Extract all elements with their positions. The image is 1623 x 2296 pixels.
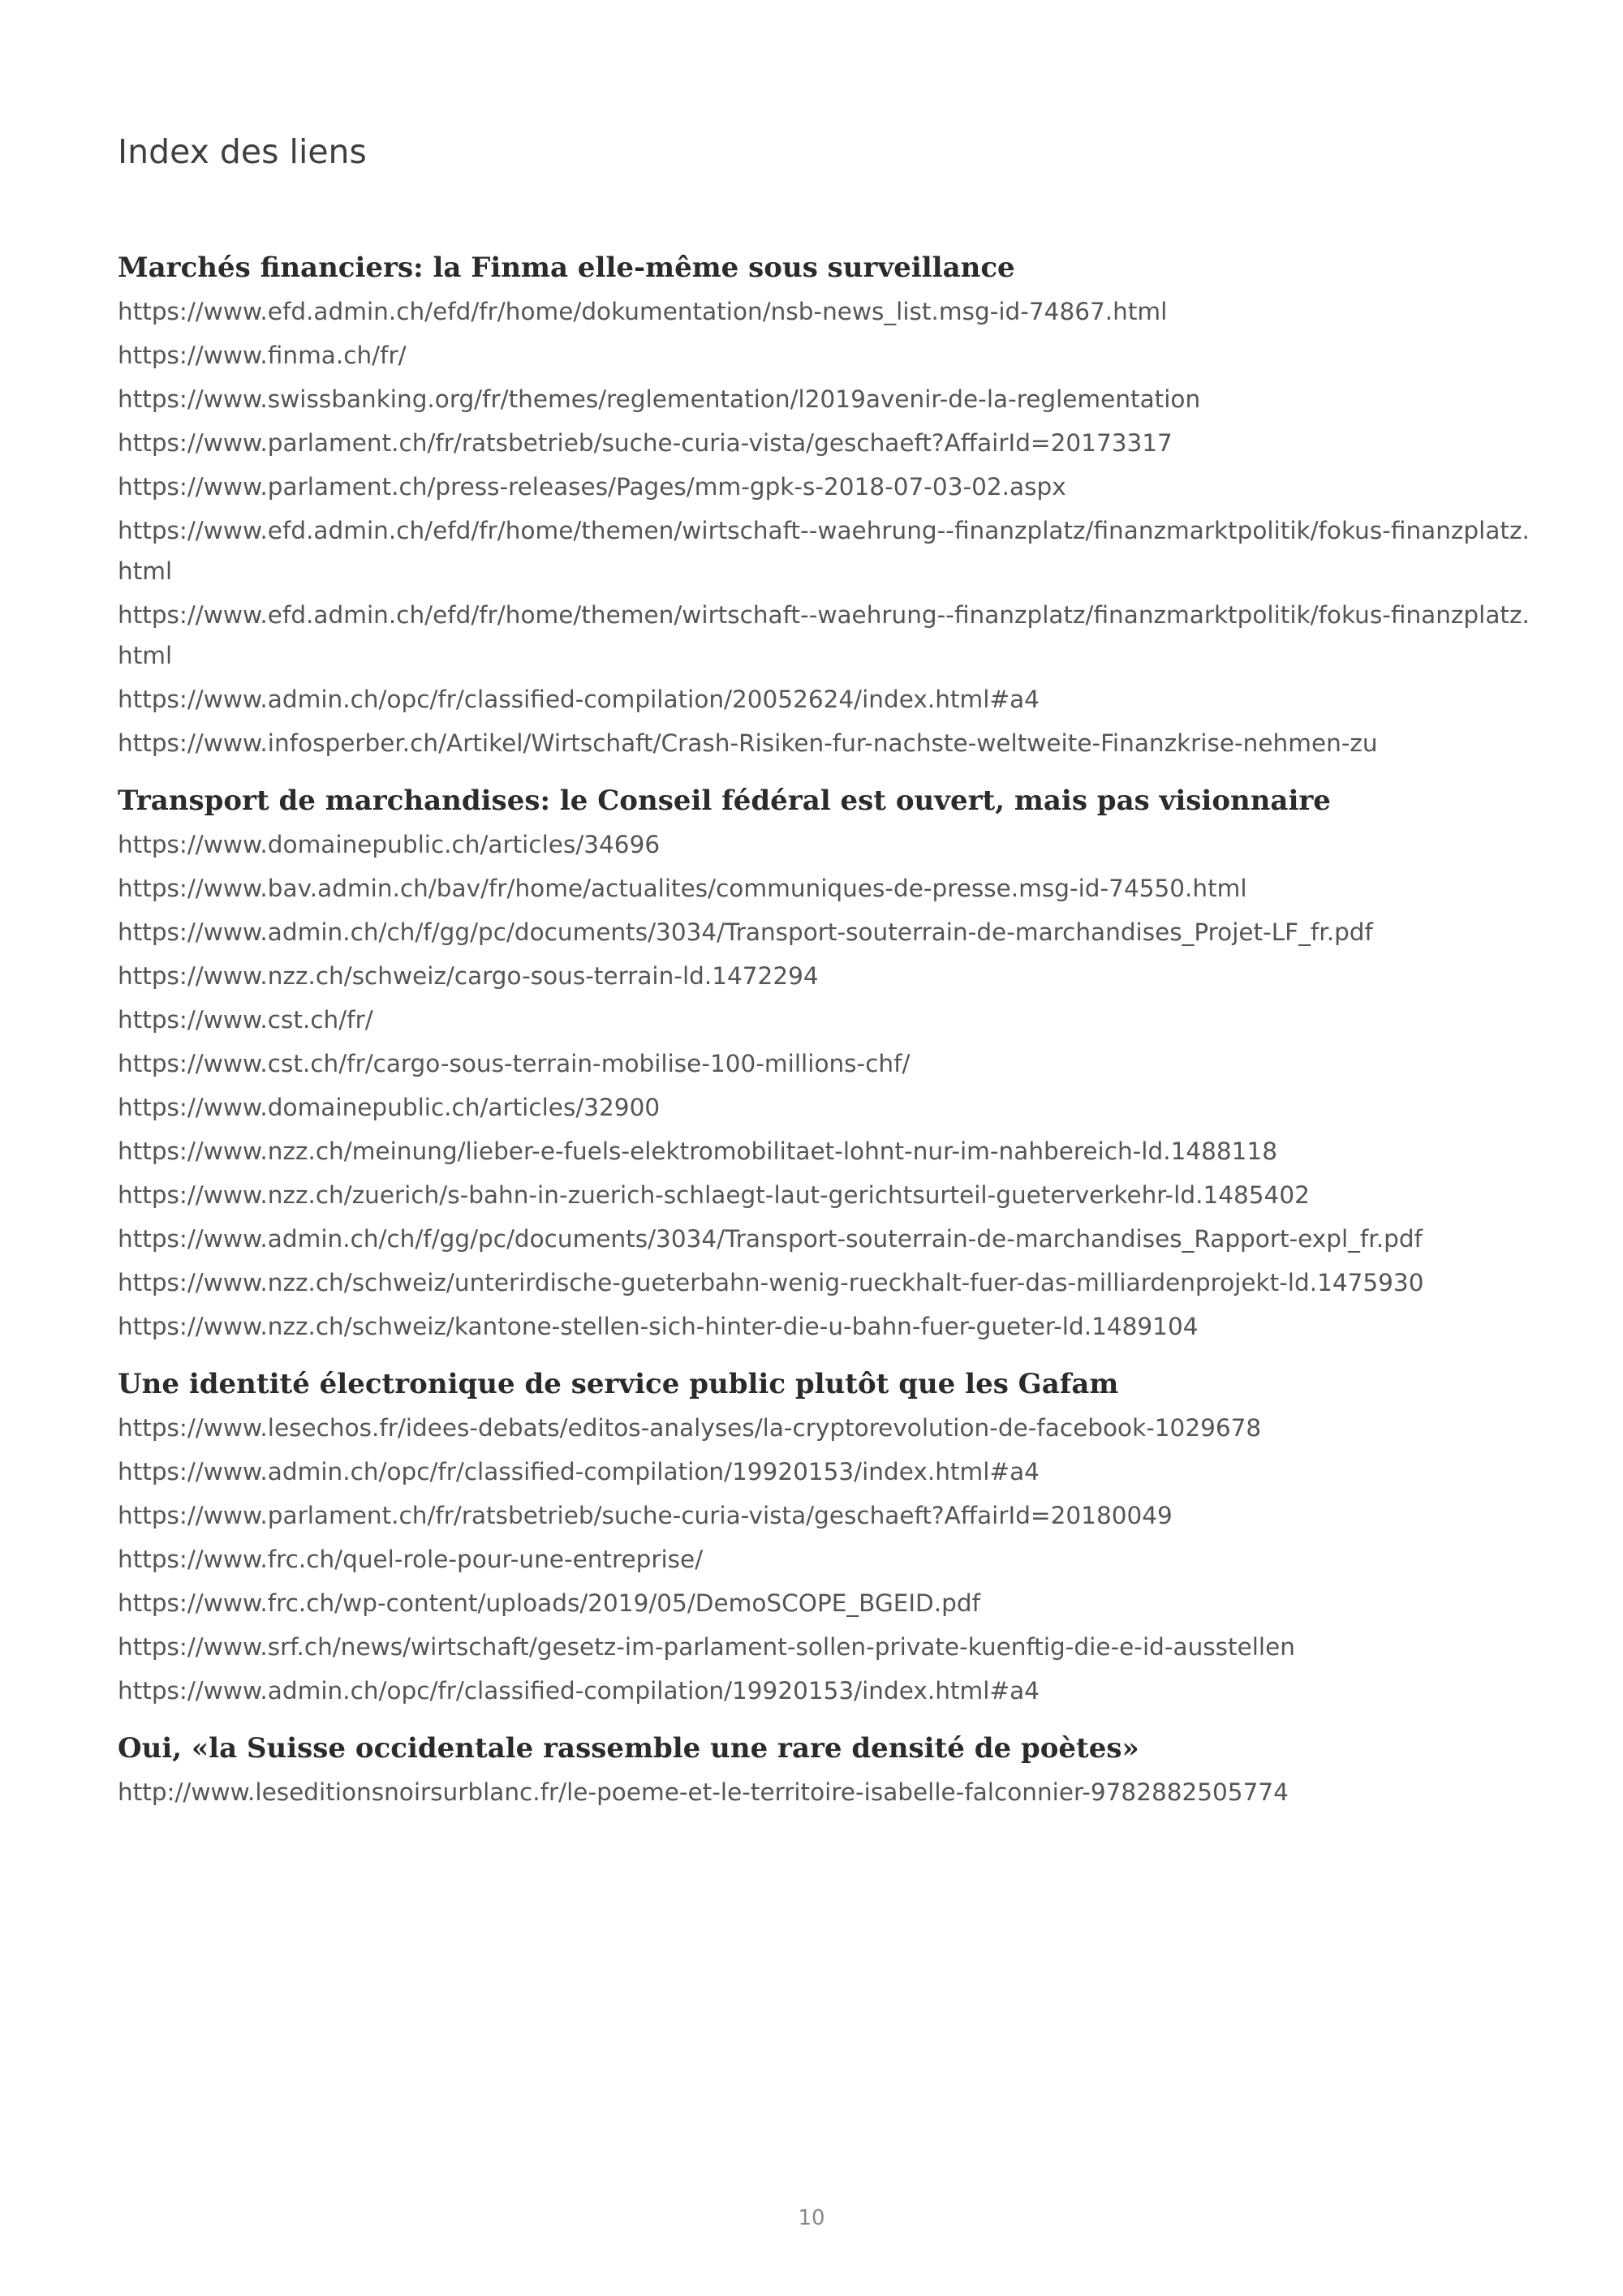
link-item[interactable]: https://www.admin.ch/opc/fr/classified-compilation/19920153/index.html#a4 <box>118 1677 1040 1705</box>
link-list <box>118 1770 1530 1814</box>
link-item[interactable]: https://www.parlament.ch/press-releases/Pages/mm-gpk-s-2018-07-03-02.aspx <box>118 473 1066 501</box>
link-item[interactable]: https://www.admin.ch/ch/f/gg/pc/documents/3034/Transport-souterrain-de-marchandises_Rapport-expl_fr.pdf <box>118 1225 1423 1253</box>
link-list <box>118 290 1530 765</box>
link-index <box>118 246 1530 1828</box>
link-item[interactable]: https://www.efd.admin.ch/efd/fr/home/dokumentation/nsb-news_list.msg-id-74867.html <box>118 298 1168 325</box>
section-heading: Transport de marchandises: le Conseil fédéral est ouvert, mais pas visionnaire <box>118 785 1331 817</box>
link-item[interactable]: https://www.bav.admin.ch/bav/fr/home/actualites/communiques-de-presse.msg-id-74550.html <box>118 875 1247 902</box>
link-item[interactable]: https://www.nzz.ch/meinung/lieber-e-fuels-elektromobilitaet-lohnt-nur-im-nahbereich-ld.1488118 <box>118 1137 1277 1165</box>
section-finma <box>118 246 1530 765</box>
link-item[interactable]: https://www.admin.ch/opc/fr/classified-compilation/20052624/index.html#a4 <box>118 686 1040 713</box>
link-item[interactable]: https://www.frc.ch/quel-role-pour-une-entreprise/ <box>118 1546 704 1573</box>
link-item[interactable]: https://www.nzz.ch/zuerich/s-bahn-in-zuerich-schlaegt-laut-gerichtsurteil-gueterverkehr-ld.1485402 <box>118 1181 1310 1209</box>
link-item[interactable]: https://www.parlament.ch/fr/ratsbetrieb/suche-curia-vista/geschaeft?AffairId=20180049 <box>118 1502 1173 1529</box>
section-e-id <box>118 1362 1530 1713</box>
link-item[interactable]: https://www.srf.ch/news/wirtschaft/gesetz-im-parlament-sollen-private-kuenftig-die-e-id-ausstellen <box>118 1633 1295 1661</box>
section-transport <box>118 779 1530 1348</box>
link-item[interactable]: https://www.efd.admin.ch/efd/fr/home/themen/wirtschaft--waehrung--finanzplatz/finanzmarktpolitik/fokus-finanzplatz.html <box>118 601 1530 669</box>
page-number: 10 <box>798 2206 825 2230</box>
page-title: Index des liens <box>118 132 367 171</box>
link-item[interactable]: https://www.swissbanking.org/fr/themes/reglementation/l2019avenir-de-la-reglementation <box>118 385 1201 413</box>
link-list <box>118 1406 1530 1713</box>
section-heading: Oui, «la Suisse occidentale rassemble une rare densité de poètes» <box>118 1732 1139 1765</box>
link-item[interactable]: https://www.nzz.ch/schweiz/unterirdische-gueterbahn-wenig-rueckhalt-fuer-das-milliardenprojekt-ld.1475930 <box>118 1269 1424 1296</box>
link-item[interactable]: https://www.domainepublic.ch/articles/32900 <box>118 1094 661 1121</box>
link-item[interactable]: https://www.lesechos.fr/idees-debats/editos-analyses/la-cryptorevolution-de-facebook-1029678 <box>118 1414 1262 1442</box>
link-item[interactable]: https://www.nzz.ch/schweiz/kantone-stellen-sich-hinter-die-u-bahn-fuer-gueter-ld.1489104 <box>118 1313 1199 1340</box>
section-poetes <box>118 1726 1530 1814</box>
link-item[interactable]: https://www.infosperber.ch/Artikel/Wirtschaft/Crash-Risiken-fur-nachste-weltweite-Finanzkrise-nehmen-zu <box>118 729 1378 757</box>
link-item[interactable]: https://www.parlament.ch/fr/ratsbetrieb/suche-curia-vista/geschaeft?AffairId=20173317 <box>118 429 1173 457</box>
link-item[interactable]: https://www.finma.ch/fr/ <box>118 342 407 369</box>
link-item[interactable]: http://www.leseditionsnoirsurblanc.fr/le-poeme-et-le-territoire-isabelle-falconnier-9782882505774 <box>118 1778 1289 1806</box>
link-item[interactable]: https://www.domainepublic.ch/articles/34696 <box>118 831 661 858</box>
section-heading: Marchés financiers: la Finma elle-même sous surveillance <box>118 252 1015 284</box>
link-item[interactable]: https://www.nzz.ch/schweiz/cargo-sous-terrain-ld.1472294 <box>118 962 819 990</box>
section-heading: Une identité électronique de service public plutôt que les Gafam <box>118 1368 1119 1400</box>
link-list <box>118 823 1530 1348</box>
link-item[interactable]: https://www.frc.ch/wp-content/uploads/2019/05/DemoSCOPE_BGEID.pdf <box>118 1589 980 1617</box>
link-item[interactable]: https://www.admin.ch/ch/f/gg/pc/documents/3034/Transport-souterrain-de-marchandises_Projet-LF_fr.pdf <box>118 918 1373 946</box>
link-item[interactable]: https://www.efd.admin.ch/efd/fr/home/themen/wirtschaft--waehrung--finanzplatz/finanzmarktpolitik/fokus-finanzplatz.html <box>118 517 1530 585</box>
link-item[interactable]: https://www.cst.ch/fr/ <box>118 1006 373 1034</box>
link-item[interactable]: https://www.admin.ch/opc/fr/classified-compilation/19920153/index.html#a4 <box>118 1458 1040 1486</box>
link-item[interactable]: https://www.cst.ch/fr/cargo-sous-terrain-mobilise-100-millions-chf/ <box>118 1050 911 1077</box>
